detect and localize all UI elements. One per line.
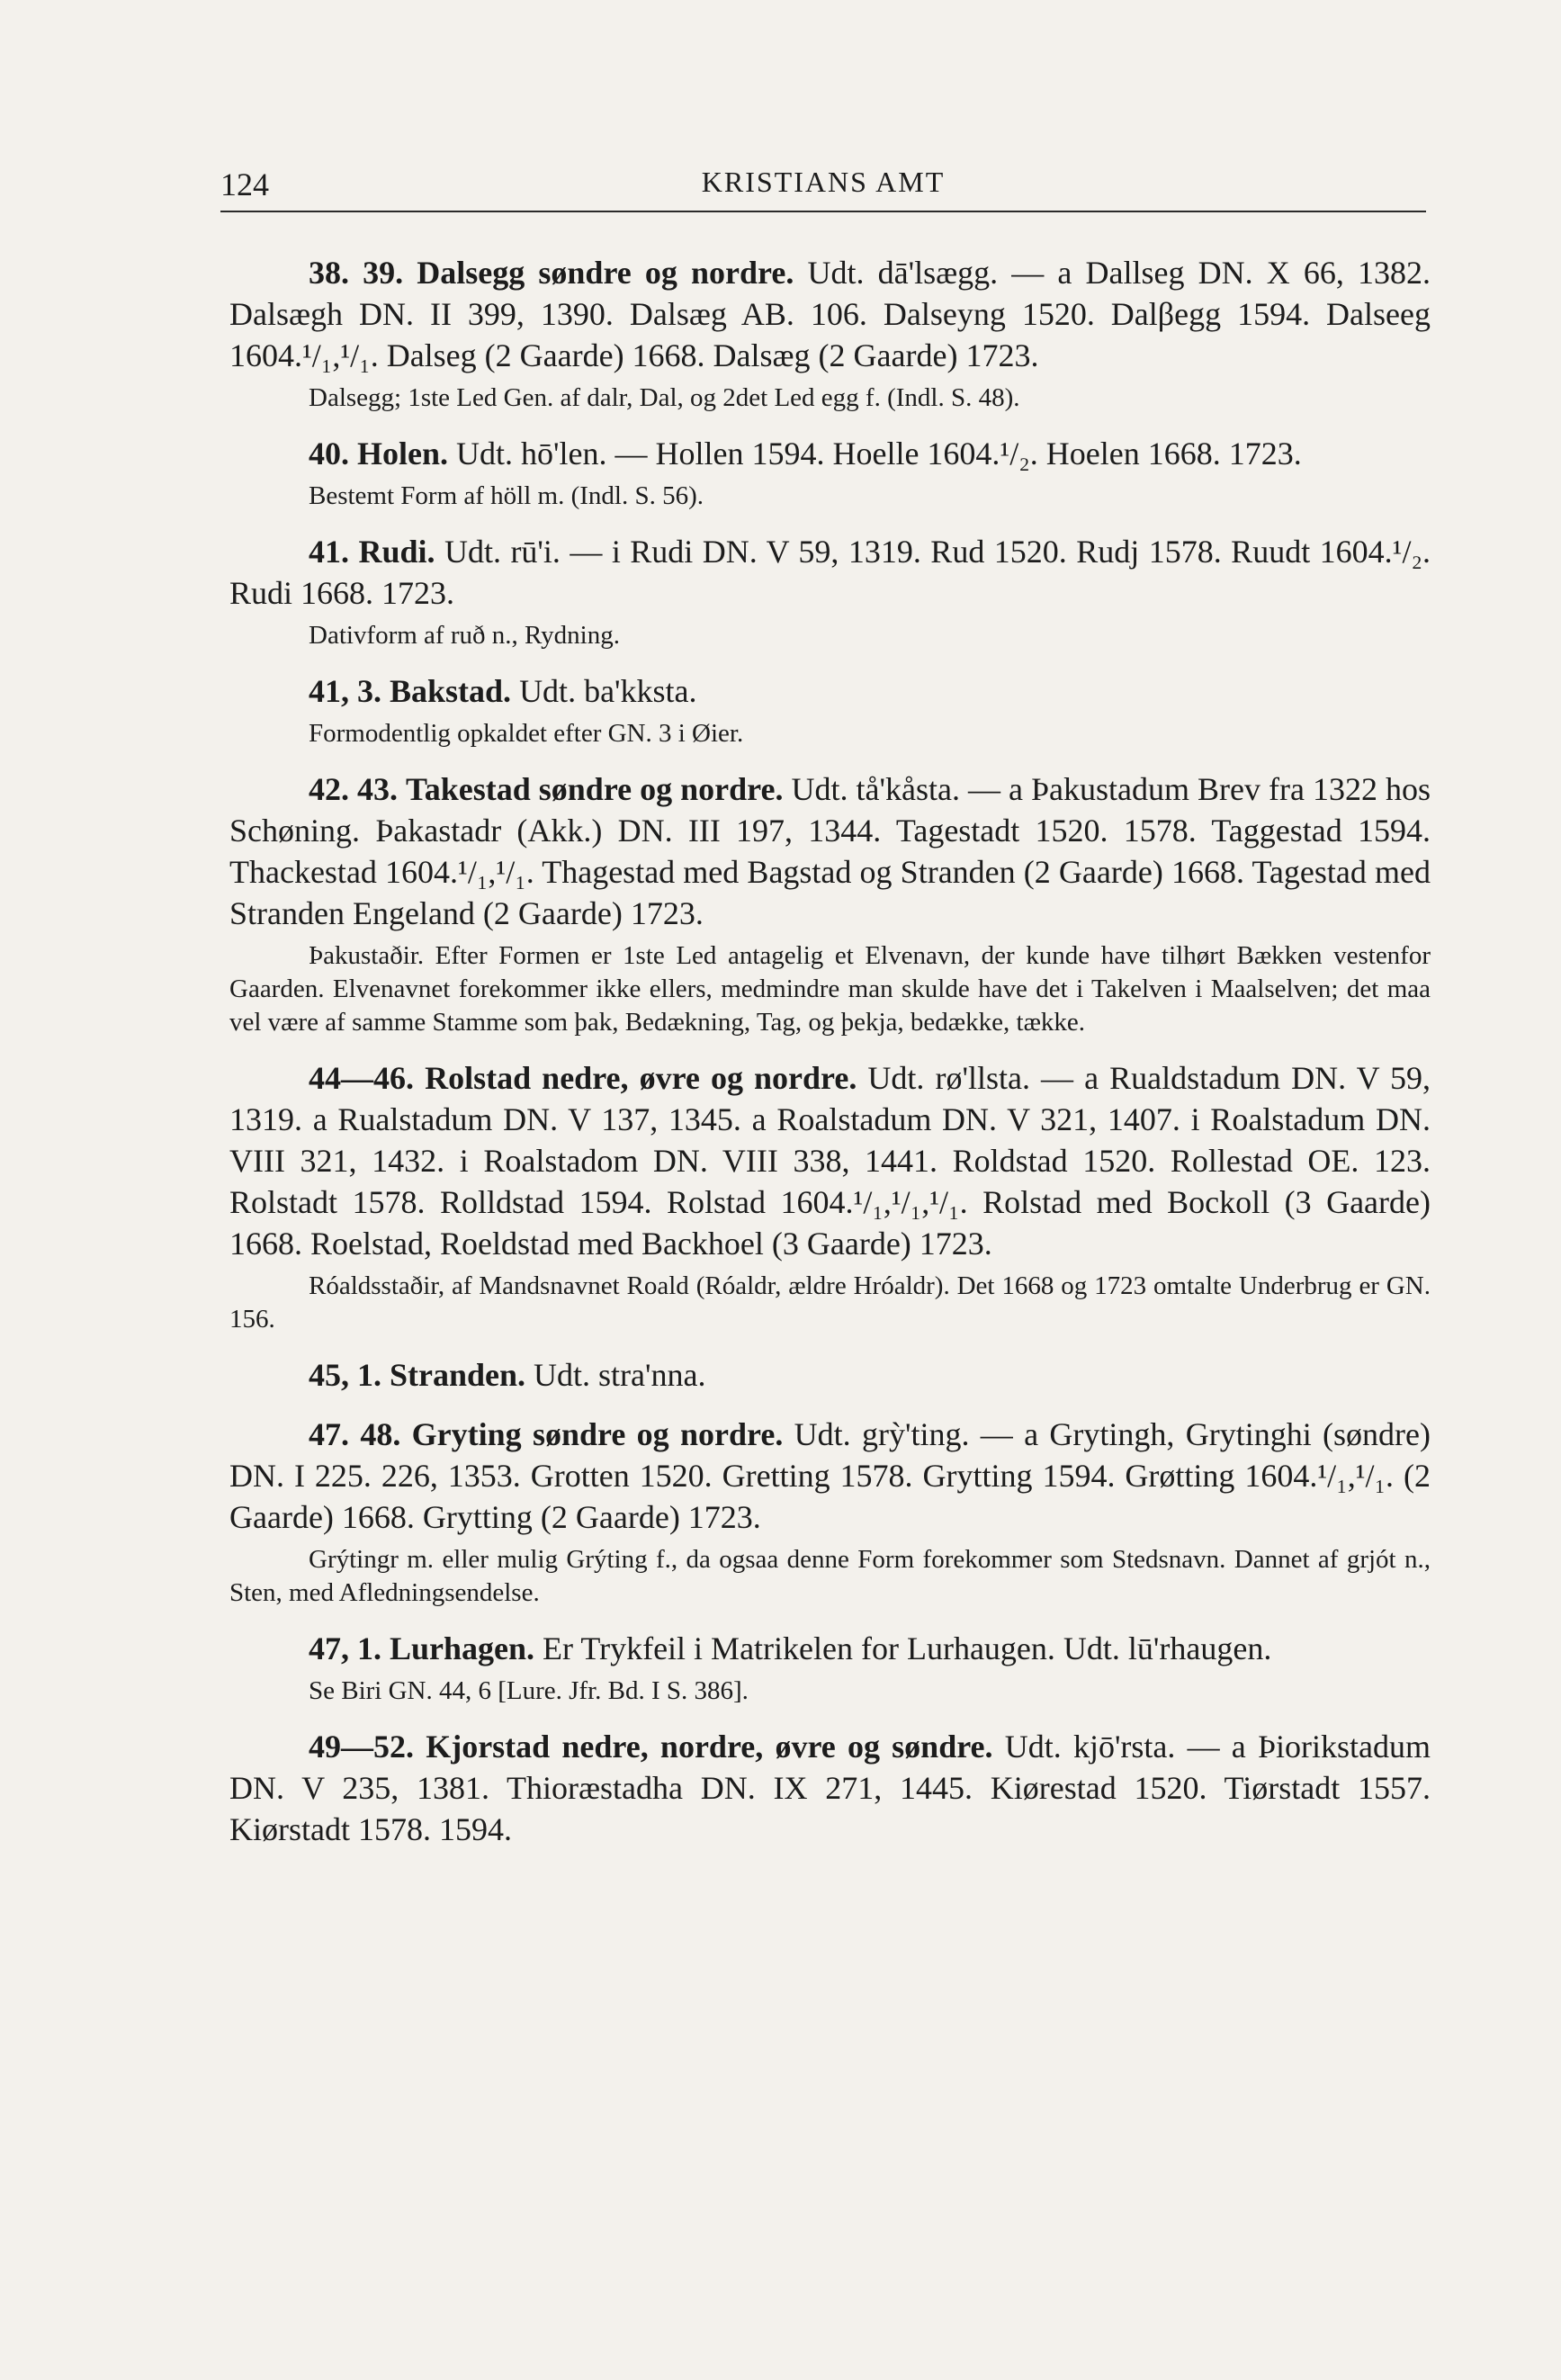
- page-number: 124: [220, 166, 269, 202]
- entry-paragraph: [229, 768, 1431, 934]
- entry: [229, 670, 1431, 750]
- entry-paragraph: [229, 1628, 1431, 1669]
- entry-note: Se Biri GN. 44, 6 [Lure. Jfr. Bd. I S. 386].: [309, 1676, 749, 1705]
- entry-name: Holen.: [357, 436, 449, 472]
- entry-text: Udt. rø'llsta. — a Rualdstadum DN. V 59, 1319. a Rualstadum DN. V 137, 1345. a Roalstadum DN. V 321, 1407. i Roalstadum DN. VIII 321, 1432. i Roalstadom DN. VIII 338, 1441. Roldstad 1520. Rollestad OE. 123. Rolstadt 1578. Rolldstad 1594. Rolstad 1604.¹/₁,¹/₁,¹/₁. Rolstad med Bockoll (3 Gaarde) 1668. Roelstad, Roeldstad med Backhoel (3 Gaarde) 1723.: [229, 1060, 1431, 1262]
- entry-paragraph: [229, 670, 1431, 712]
- page-header: [220, 166, 1426, 205]
- entry: [229, 1726, 1431, 1850]
- entry-note: Dalsegg; 1ste Led Gen. af dalr, Dal, og 2det Led egg f. (Indl. S. 48).: [309, 383, 1020, 412]
- entry-number: 40.: [309, 436, 349, 472]
- entry-name: Takestad søndre og nordre.: [406, 771, 784, 807]
- entry-note: Grýtingr m. eller mulig Grýting f., da ogsaa denne Form forekommer som Stedsnavn. Dannet af grjót n., Sten, med Afledningsendelse.: [229, 1545, 1431, 1607]
- entry-name: Rolstad nedre, øvre og nordre.: [425, 1060, 857, 1096]
- entry-number: 41.: [309, 534, 349, 570]
- entry-name: Gryting søndre og nordre.: [411, 1416, 784, 1452]
- entry-text: Udt. stra'nna.: [525, 1357, 706, 1393]
- entry-number: 44—46.: [309, 1060, 414, 1096]
- entry-note: Dativform af ruð n., Rydning.: [309, 621, 620, 650]
- page-body: [229, 252, 1431, 1868]
- entry-text: Udt. ba'kksta.: [511, 673, 697, 709]
- entry-note: Formodentlig opkaldet efter GN. 3 i Øier.: [309, 719, 744, 748]
- entry-number: 38. 39.: [309, 255, 404, 291]
- entry: [229, 1414, 1431, 1610]
- entry-name: Dalsegg søndre og nordre.: [417, 255, 794, 291]
- entry-number: 41, 3.: [309, 673, 381, 709]
- entry-paragraph: [229, 1726, 1431, 1850]
- entry-number: 42. 43.: [309, 771, 399, 807]
- entry-number: 45, 1.: [309, 1357, 381, 1393]
- entry-name: Bakstad.: [390, 673, 512, 709]
- entry-paragraph: [229, 252, 1431, 376]
- entry-paragraph: [229, 1414, 1431, 1538]
- entry-note: Róaldsstaðir, af Mandsnavnet Roald (Róaldr, ældre Hróaldr). Det 1668 og 1723 omtalte Underbrug er GN. 156.: [229, 1271, 1431, 1334]
- entry: [229, 1354, 1431, 1396]
- entry-paragraph: [229, 433, 1431, 474]
- entry-name: Rudi.: [358, 534, 435, 570]
- entry-text: Udt. hō'len. — Hollen 1594. Hoelle 1604.¹/₂. Hoelen 1668. 1723.: [448, 436, 1302, 472]
- entry: [229, 252, 1431, 415]
- entry-paragraph: [229, 1057, 1431, 1264]
- entry-number: 47. 48.: [309, 1416, 401, 1452]
- entry: [229, 1057, 1431, 1336]
- entry-text: Udt. rū'i. — i Rudi DN. V 59, 1319. Rud 1520. Rudj 1578. Ruudt 1604.¹/₂. Rudi 1668. 1723.: [229, 534, 1431, 611]
- entry: [229, 768, 1431, 1039]
- entry-name: Stranden.: [390, 1357, 526, 1393]
- entry-text: Udt. dā'lsægg. — a Dallseg DN. X 66, 1382. Dalsægh DN. II 399, 1390. Dalsæg AB. 106. Dalseyng 1520. Dalβegg 1594. Dalseeg 1604.¹/₁,¹/₁. Dalseg (2 Gaarde) 1668. Dalsæg (2 Gaarde) 1723.: [229, 255, 1431, 373]
- entry: [229, 531, 1431, 652]
- entry-note: Bestemt Form af höll m. (Indl. S. 56).: [309, 481, 704, 510]
- entry-text: Udt. grỳ'ting. — a Grytingh, Grytinghi (søndre) DN. I 225. 226, 1353. Grotten 1520. Gretting 1578. Grytting 1594. Grøtting 1604.¹/₁,¹/₁. (2 Gaarde) 1668. Grytting (2 Gaarde) 1723.: [229, 1416, 1431, 1535]
- entry-number: 49—52.: [309, 1729, 414, 1765]
- entry-paragraph: [229, 1354, 1431, 1396]
- entry-name: Lurhagen.: [390, 1630, 535, 1666]
- entry-text: Er Trykfeil i Matrikelen for Lurhaugen. Udt. lū'rhaugen.: [534, 1630, 1272, 1666]
- entry-note: Þakustaðir. Efter Formen er 1ste Led antagelig et Elvenavn, der kunde have tilhørt Bækken vestenfor Gaarden. Elvenavnet forekommer ikke ellers, medmindre man skulde have det i Takelven i Maalselven; det maa vel være af samme Stamme som þak, Bedækning, Tag, og þekja, bedække, tække.: [229, 941, 1431, 1037]
- entry-number: 47, 1.: [309, 1630, 381, 1666]
- entry-text: Udt. kjō'rsta. — a Þiorikstadum DN. V 235, 1381. Thioræstadha DN. IX 271, 1445. Kiørestad 1520. Tiørstadt 1557. Kiørstadt 1578. 1594.: [229, 1729, 1431, 1847]
- entry-text: Udt. tå'kåsta. — a Þakustadum Brev fra 1322 hos Schøning. Þakastadr (Akk.) DN. III 197, 1344. Tagestadt 1520. 1578. Taggestad 1594. Thackestad 1604.¹/₁,¹/₁. Thagestad med Bagstad og Stranden (2 Gaarde) 1668. Tagestad med Stranden Engeland (2 Gaarde) 1723.: [229, 771, 1431, 931]
- header-rule: [220, 211, 1426, 212]
- entry-name: Kjorstad nedre, nordre, øvre og søndre.: [426, 1729, 993, 1765]
- entry: [229, 433, 1431, 513]
- running-title: KRISTIANS AMT: [701, 166, 946, 198]
- entry: [229, 1628, 1431, 1708]
- entry-paragraph: [229, 531, 1431, 614]
